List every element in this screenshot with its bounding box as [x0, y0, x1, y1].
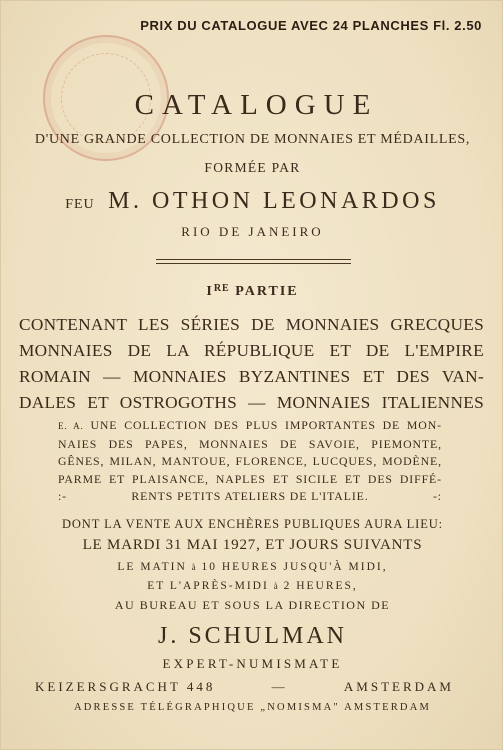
- ea-collection-paragraph: [58, 417, 442, 506]
- ea-right-mark: -:: [432, 489, 442, 504]
- price-note: PRIX DU CATALOGUE AVEC 24 PLANCHES Fl. 2.50: [140, 18, 482, 33]
- matin-after: 10 HEURES JUSQU'À MIDI,: [201, 561, 388, 573]
- ea-last-line: [58, 488, 442, 506]
- ea-left-mark: :-: [58, 489, 68, 504]
- content-line: MONNAIES DE LA RÉPUBLIQUE ET DE L'EMPIRE: [19, 341, 484, 360]
- catalogue-subtitle: D'UNE GRANDE COLLECTION DE MONNAIES ET MÉDAILLES,: [34, 132, 471, 147]
- ea-line-text: UNE COLLECTION DES PLUS IMPORTANTES DE MON-: [90, 418, 442, 432]
- expert-name: J. SCHULMAN: [157, 623, 348, 649]
- part-superscript: RE: [213, 283, 230, 294]
- collector-name: M. OTHON LEONARDOS: [108, 188, 440, 214]
- expert-title: EXPERT-NUMISMATE: [162, 656, 343, 671]
- formee-par: FORMÉE PAR: [204, 160, 301, 175]
- matin-before: LE MATIN: [117, 561, 187, 573]
- collector-prefix: FEU: [65, 197, 95, 212]
- part-heading: [1, 283, 503, 300]
- ea-line: PARME ET PLAISANCE, NAPLES ET SICILE ET DES DIFFÉ-: [58, 471, 442, 486]
- expert-city: AMSTERDAM: [343, 679, 454, 694]
- collector-city: RIO DE JANEIRO: [181, 224, 324, 239]
- ea-last-line-text: RENTS PETITS ATELIERS DE L'ITALIE.: [131, 489, 369, 504]
- matin-a: à: [191, 562, 197, 572]
- telegraph-address: ADRESSE TÉLÉGRAPHIQUE „NOMISMA" AMSTERDAM: [73, 702, 432, 713]
- expert-street: KEIZERSGRACHT 448: [35, 679, 216, 694]
- expert-address: [35, 679, 454, 695]
- content-line: CONTENANT LES SÉRIES DE MONNAIES GRECQUES: [19, 315, 484, 334]
- part-number: I: [206, 284, 214, 299]
- content-line: ROMAIN — MONNAIES BYZANTINES ET DES VAN-: [19, 367, 484, 386]
- address-dash: —: [271, 679, 288, 694]
- catalogue-title: CATALOGUE: [134, 89, 379, 121]
- apres-after: 2 HEURES,: [283, 580, 358, 592]
- ea-prefix: E. A.: [58, 421, 84, 431]
- part-label: PARTIE: [235, 284, 299, 299]
- ea-line: GÊNES, MILAN, MANTOUE, FLORENCE, LUCQUES, MODÈNE,: [58, 454, 442, 469]
- apres-a: à: [273, 581, 279, 591]
- ea-line: NAIES DES PAPES, MONNAIES DE SAVOIE, PIEMONTE,: [58, 436, 442, 451]
- content-description: [19, 312, 484, 416]
- collector-line: [1, 188, 503, 215]
- sale-date: LE MARDI 31 MAI 1927, ET JOURS SUIVANTS: [82, 537, 423, 553]
- double-rule-divider: [156, 259, 351, 264]
- content-line: DALES ET OSTROGOTHS — MONNAIES ITALIENNES: [19, 393, 484, 412]
- sale-afternoon-hours: [1, 580, 503, 592]
- apres-before: ET L'APRÈS-MIDI: [147, 580, 269, 592]
- sale-direction: AU BUREAU ET SOUS LA DIRECTION DE: [114, 598, 391, 612]
- sale-intro: DONT LA VENTE AUX ENCHÈRES PUBLIQUES AURA LIEU:: [61, 517, 444, 531]
- sale-morning-hours: [1, 561, 503, 573]
- ea-line: [58, 417, 442, 436]
